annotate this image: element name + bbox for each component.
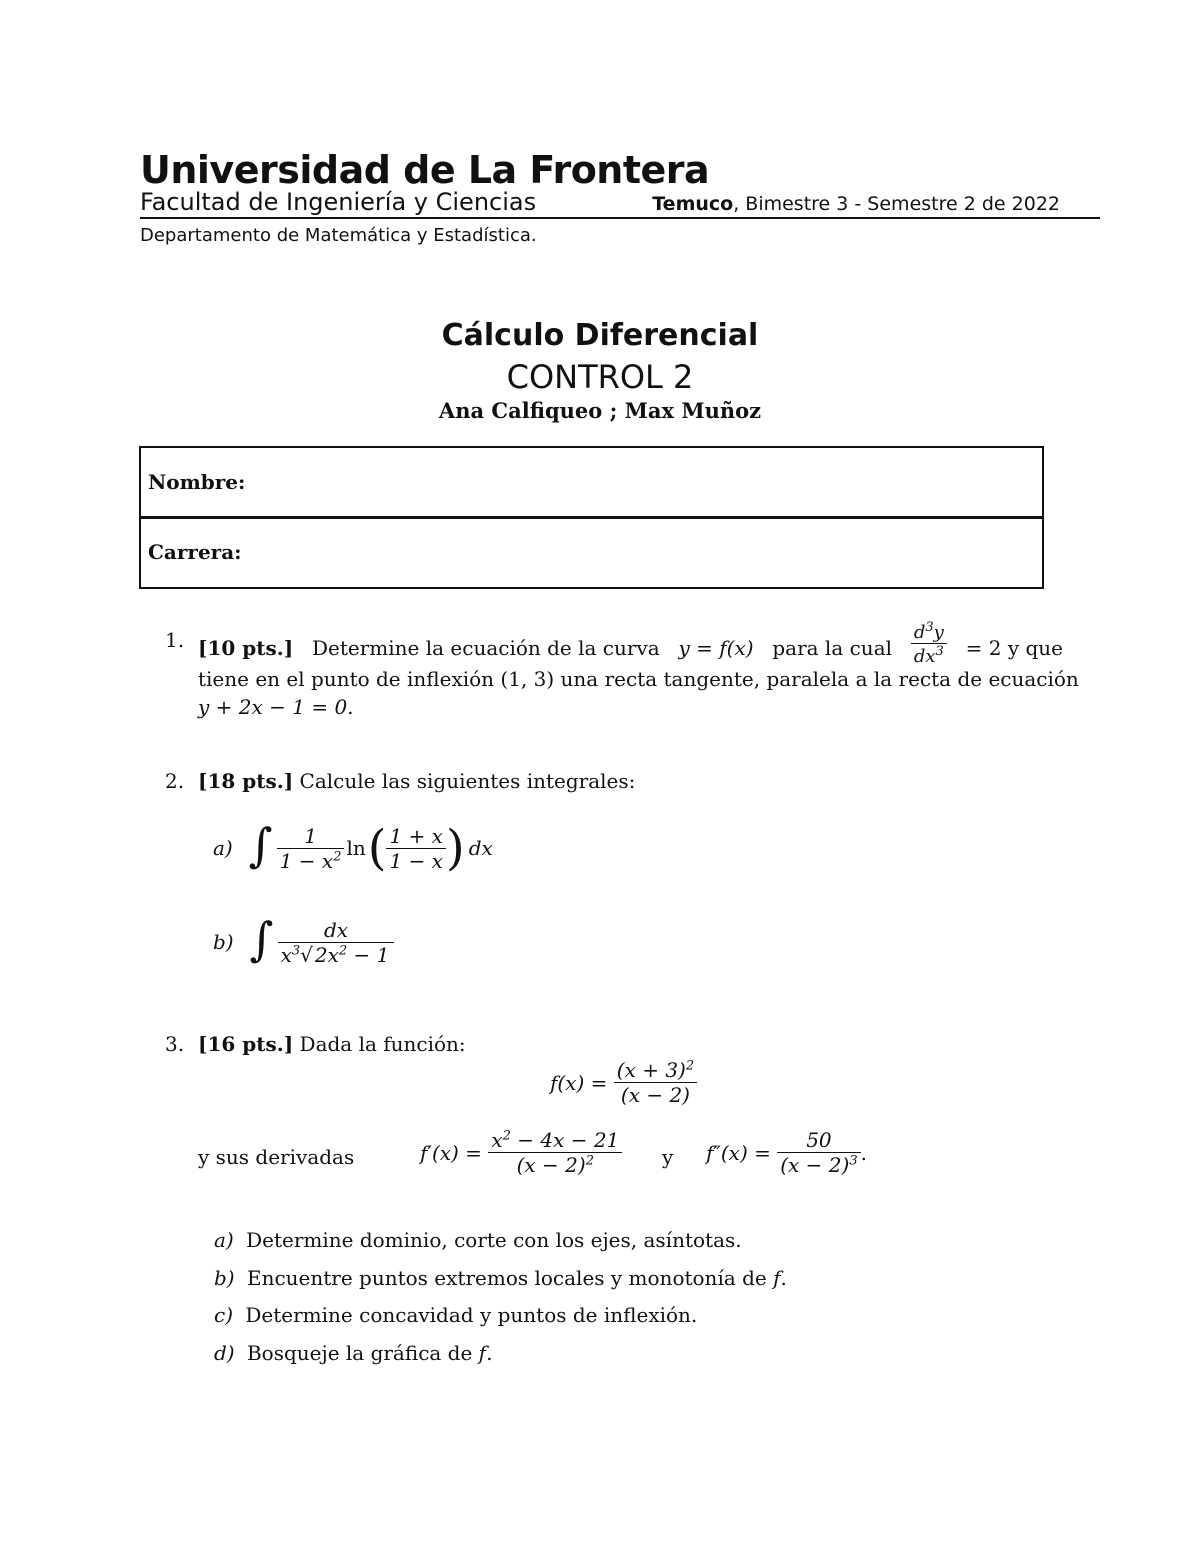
problem-2-points: [18 pts.] xyxy=(198,769,294,793)
integral-sign: ∫ xyxy=(248,818,273,872)
subitem-a-label: a) xyxy=(214,1228,234,1252)
ln: ln xyxy=(346,836,366,860)
subitem-c xyxy=(214,1303,697,1327)
subitem-a-text: Determine dominio, corte con los ejes, asíntotas. xyxy=(246,1228,742,1252)
integral-a-label: a) xyxy=(213,836,233,860)
function-fraction: $\frac{(x + 3)^2}{(x - 2)}$ xyxy=(614,1058,697,1107)
and-word: y xyxy=(662,1145,674,1169)
student-info-box xyxy=(139,446,1044,589)
subitem-b-label: b) xyxy=(214,1266,235,1290)
right-paren: ) xyxy=(445,820,465,876)
header-rule xyxy=(140,217,1100,219)
university-name: Universidad de La Frontera xyxy=(140,148,710,192)
function-symbol: f xyxy=(478,1341,487,1365)
subitem-d-label: d) xyxy=(214,1341,235,1365)
integral-a xyxy=(213,818,493,878)
subitem-a xyxy=(214,1228,742,1252)
name-field-label: Nombre: xyxy=(148,470,246,494)
integral-b-fraction: $\frac{dx}{x^3√ 2x^2 - 1}$ xyxy=(278,918,395,967)
first-derivative-fraction: $\frac{x^2 - 4x - 21}{(x - 2)^2}$ xyxy=(488,1128,622,1177)
period: , Bimestre 3 - Semestre 2 de 2022 xyxy=(733,193,1060,215)
subitem-b: b) Encuentre puntos extremos locales y monotonía de f. xyxy=(214,1266,787,1290)
problem-1-text-c: = 2 y que xyxy=(965,635,1063,660)
form-divider xyxy=(141,516,1042,519)
problem-2-statement: Calcule las siguientes integrales: xyxy=(299,769,636,793)
integral-b-label: b) xyxy=(213,930,234,954)
problem-1-line-3: y + 2x − 1 = 0. xyxy=(198,695,354,719)
derivatives-label: y sus derivadas xyxy=(198,1145,355,1169)
faculty-name: Facultad de Ingeniería y Ciencias xyxy=(140,188,537,216)
third-derivative-fraction: $\frac{d^3y}{dx^3}$ xyxy=(911,620,947,667)
course-title: Cálculo Diferencial xyxy=(441,318,759,353)
subitem-c-text: Determine concavidad y puntos de inflexión. xyxy=(245,1303,698,1327)
curve-expression: y = f(x) xyxy=(678,635,754,660)
problem-2-number: 2. xyxy=(165,769,185,793)
problem-3-number: 3. xyxy=(165,1032,185,1056)
problem-2-header xyxy=(198,769,635,793)
subitem-b-text: Encuentre puntos extremos locales y monotonía de xyxy=(246,1266,767,1290)
problem-1-line-2: tiene en el punto de inflexión (1, 3) una recta tangente, paralela a la recta de ecuación xyxy=(198,667,1079,691)
problem-3-header xyxy=(198,1032,466,1056)
second-derivative: f″(x) = $\frac{50}{(x - 2)^3}$ . xyxy=(706,1128,867,1177)
integral-a-argument: $\frac{1 + x}{1 - x}$ xyxy=(386,824,445,873)
integral-sign: ∫ xyxy=(249,912,274,966)
department-name: Departamento de Matemática y Estadística. xyxy=(140,225,537,246)
problem-3-statement: Dada la función: xyxy=(299,1032,466,1056)
subitem-d-text: Bosqueje la gráfica de xyxy=(246,1341,473,1365)
problem-1-line-1 xyxy=(198,620,1063,667)
city: Temuco xyxy=(652,193,734,215)
integral-b xyxy=(213,912,394,972)
problem-3-points: [16 pts.] xyxy=(198,1032,294,1056)
left-paren: ( xyxy=(367,820,387,876)
function-definition: f(x) = $\frac{(x + 3)^2}{(x - 2)}$ xyxy=(550,1058,697,1107)
exam-title: CONTROL 2 xyxy=(506,358,694,396)
problem-1-points: [10 pts.] xyxy=(198,635,294,660)
problem-1-text-a: Determine la ecuación de la curva xyxy=(311,635,660,660)
problem-1-number: 1. xyxy=(165,628,185,652)
problem-1-text-b: para la cual xyxy=(772,635,893,660)
career-field-label: Carrera: xyxy=(148,540,242,564)
integral-a-fraction: $\frac{1}{1 - x^2}$ xyxy=(277,824,345,873)
location-period xyxy=(652,193,1060,215)
function-symbol: f xyxy=(773,1266,781,1290)
second-derivative-fraction: $\frac{50}{(x - 2)^3}$ xyxy=(777,1128,860,1177)
first-derivative: f′(x) = $\frac{x^2 - 4x - 21}{(x - 2)^2}$ xyxy=(420,1128,622,1177)
dx: dx xyxy=(468,836,493,860)
authors: Ana Calfiqueo ; Max Muñoz xyxy=(438,398,762,423)
subitem-d: d) Bosqueje la gráfica de f. xyxy=(214,1341,493,1365)
subitem-c-label: c) xyxy=(214,1303,234,1327)
